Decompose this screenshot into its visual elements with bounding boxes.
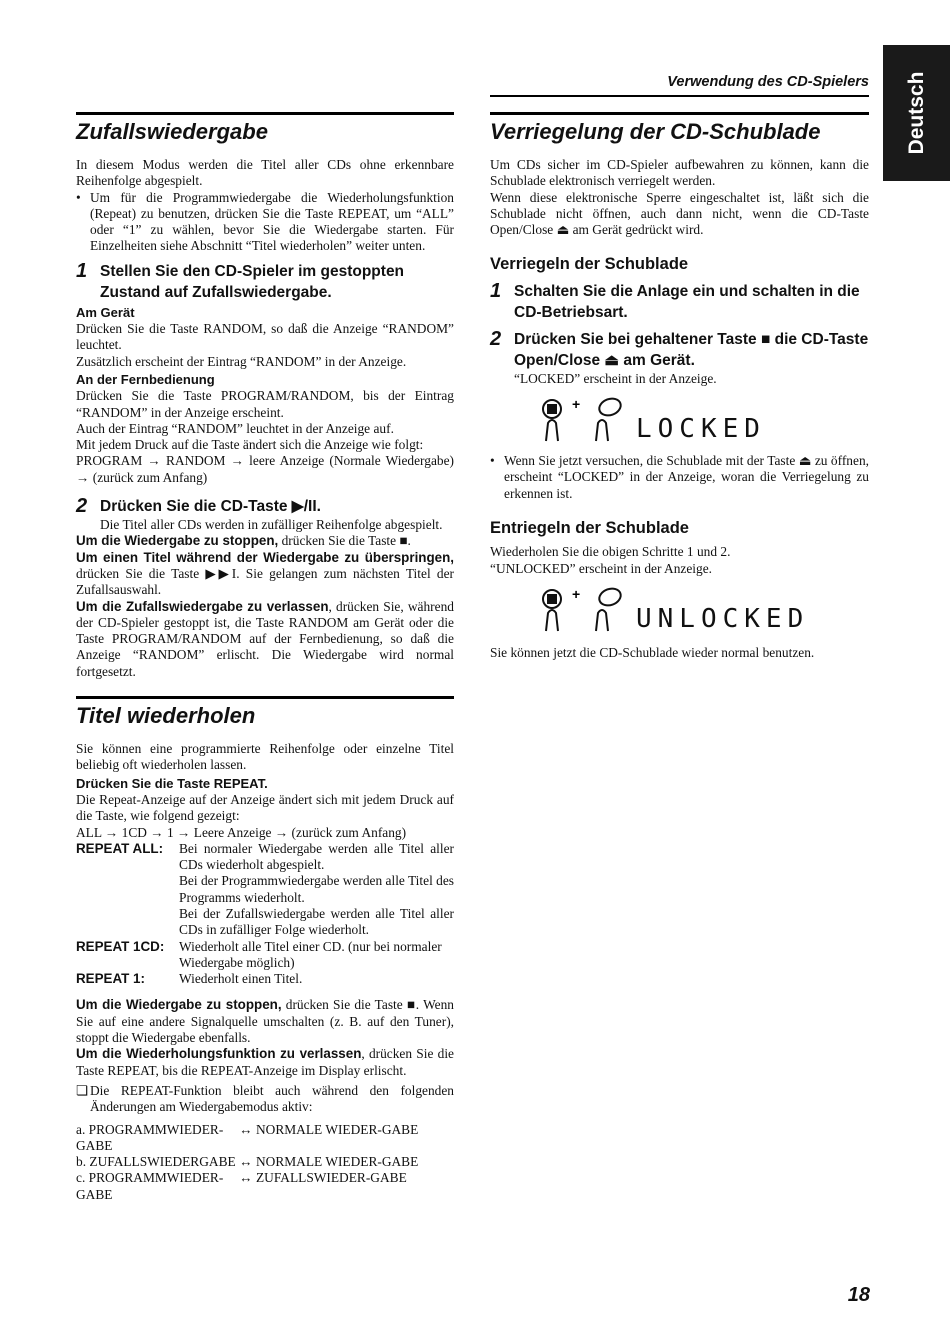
running-header: Verwendung des CD-Spielers: [490, 74, 869, 97]
random-bullet-text: Um für die Programmwiedergabe die Wiederholungsfunktion (Repeat) zu benutzen, drücken Sie die Taste REPEAT, um “ALL” oder “1” zu wählen, bevor Sie die Wiedergabe starten. Für Einzelheiten siehe Abschnitt “Titel wiederholen” weiter unten.: [90, 189, 454, 254]
random-step-2: [76, 496, 454, 517]
mode-to: ZUFALLSWIEDER-GABE: [256, 1170, 407, 1186]
repeat-stop-para: [76, 997, 454, 1046]
eject-button-press-icon: [596, 396, 623, 441]
leave-rest: , drücken Sie, während der CD-Spieler gestoppt ist, die Taste RANDOM am Gerät oder die Taste PROGRAM/RANDOM auf der Fernbedienung, so daß die Anzeige “RANDOM” erlischt. Die Wiedergabe wird normal fortgesetzt.: [76, 598, 454, 679]
language-tab-label: Deutsch: [904, 71, 928, 155]
fern-text-2: Auch der Eintrag “RANDOM” leuchtet in der Anzeige auf.: [76, 420, 394, 436]
stop-bold: Um die Wiedergabe zu stoppen,: [76, 533, 279, 549]
note-text: Die REPEAT-Funktion bleibt auch während den folgenden Änderungen am Wiedergabemodus aktiv:: [90, 1082, 454, 1115]
repeat-mode-def: Bei normaler Wiedergabe werden alle Titel aller CDs wiederholt abgespielt. Bei der Programmwiedergabe werden alle Titel des Programms wiederholt. Bei der Zufallswiedergabe werden alle Titel aller CDs in zufälliger Folge wiederholt.: [179, 840, 454, 938]
step-text: Drücken Sie die CD-Taste ▶/II.: [100, 498, 321, 516]
am-geraet-heading: Am Gerät: [76, 304, 135, 320]
double-arrow-icon: ↔: [239, 1154, 253, 1170]
lock-subheading: Verriegeln der Schublade: [490, 255, 689, 274]
section-title-random: Zufallswiedergabe: [76, 112, 454, 147]
step2-desc: Die Titel aller CDs werden in zufälliger Reihenfolge abgespielt.: [100, 517, 443, 533]
am-geraet-text-2: Zusätzlich erscheint der Eintrag “RANDOM” in der Anzeige.: [76, 353, 407, 369]
mode-from: c. PROGRAMMWIEDER-GABE: [76, 1170, 224, 1202]
step-number: 1: [76, 259, 88, 282]
lock-intro-1: Um CDs sicher im CD-Spieler aufbewahren zu können, kann die Schublade elektronisch verriegelt werden.: [490, 157, 869, 189]
step-number: 2: [76, 495, 88, 518]
mode-to: NORMALE WIEDER-GABE: [256, 1121, 419, 1137]
repeat-leave-para: [76, 1046, 454, 1079]
leave-para: [76, 599, 454, 680]
fernbedienung-heading: An der Fernbedienung: [76, 371, 215, 387]
lock-step2-desc: “LOCKED” erscheint in der Anzeige.: [514, 370, 717, 386]
repeat-note: [76, 1083, 454, 1116]
left-column: [76, 112, 454, 1203]
step-text: Stellen Sie den CD-Spieler im gestoppten Zustand auf Zufallswiedergabe.: [100, 262, 405, 301]
repeat-mode-term: REPEAT 1:: [76, 971, 145, 987]
random-step-1: [76, 261, 454, 303]
stop-button-press-icon: [543, 400, 561, 441]
repeat-stop-bold: Um die Wiedergabe zu stoppen,: [76, 997, 282, 1013]
stop-para: [76, 533, 454, 549]
repeat-mode-def: Wiederholt einen Titel.: [179, 971, 303, 987]
lock-step-2: [490, 329, 869, 371]
random-bullet: • Um für die Programmwiedergabe die Wiederholungsfunktion (Repeat) zu benutzen, drücken Sie die Taste REPEAT, um “ALL” oder “1” zu wählen, bevor Sie die Wiedergabe starten. Für Einzelheiten siehe Abschnitt “Titel wiederholen” weiter unten.: [76, 189, 454, 254]
double-arrow-icon: ↔: [239, 1170, 253, 1186]
step-text: Drücken Sie bei gehaltener Taste ■ die CD-Taste Open/Close ⏏ am Gerät.: [514, 330, 869, 369]
lock-step-1: [490, 281, 869, 323]
repeat-mode-row: [76, 971, 454, 987]
language-tab: [883, 45, 950, 181]
lock-bullet-text: Wenn Sie jetzt versuchen, die Schublade mit der Taste ⏏ zu öffnen, erscheint “LOCKED” in der Anzeige, woran die Verriegelung zu erkennen ist.: [504, 453, 869, 501]
skip-para: [76, 550, 454, 599]
section-title-repeat: Titel wiederholen: [76, 696, 454, 731]
repeat-intro: Sie können eine programmierte Reihenfolge oder einzelne Titel beliebig oft wiederholen lassen.: [76, 741, 454, 773]
unlock-text-2: “UNLOCKED” erscheint in der Anzeige.: [490, 560, 712, 576]
repeat-cycle: ALL → 1CD → 1 → Leere Anzeige → (zurück zum Anfang): [76, 824, 407, 840]
unlock-subheading: Entriegeln der Schublade: [490, 518, 689, 537]
step-text: Schalten Sie die Anlage ein und schalten in die CD-Betriebsart.: [514, 282, 860, 321]
mode-change-row: [76, 1122, 454, 1155]
lcd-unlocked: UNLOCKED: [636, 603, 810, 634]
repeat-desc: Die Repeat-Anzeige auf der Anzeige ändert sich mit jedem Druck auf die Taste, wie folgend gezeigt:: [76, 791, 454, 824]
lock-intro-2: Wenn diese elektronische Sperre eingeschaltet ist, läßt sich die Schublade nicht öffnen, auch dann nicht, wenn die CD-Taste Open/Close ⏏ am Gerät gedrückt wird.: [490, 189, 869, 238]
repeat-leave-rest: , drücken Sie die Taste REPEAT, bis die REPEAT-Anzeige im Display erlischt.: [76, 1046, 454, 1078]
fern-text-3: Mit jedem Druck auf die Taste ändert sich die Anzeige wie folgt:: [76, 437, 424, 453]
repeat-modes: [76, 841, 454, 988]
stop-rest: drücken Sie die Taste ■.: [278, 533, 411, 549]
svg-text:+: +: [572, 585, 581, 602]
repeat-mode-row: [76, 841, 454, 939]
mode-from: a. PROGRAMMWIEDER-GABE: [76, 1121, 224, 1153]
skip-bold: Um einen Titel während der Wiedergabe zu überspringen,: [76, 549, 454, 565]
repeat-press: Drücken Sie die Taste REPEAT.: [76, 775, 268, 791]
repeat-mode-def: Wiederholt alle Titel einer CD. (nur bei normaler Wiedergabe möglich): [179, 938, 442, 970]
leave-bold: Um die Zufallswiedergabe zu verlassen: [76, 598, 329, 614]
mode-to: NORMALE WIEDER-GABE: [256, 1154, 419, 1170]
repeat-mode-row: [76, 939, 454, 972]
lcd-locked: LOCKED: [636, 414, 766, 445]
double-arrow-icon: ↔: [239, 1121, 253, 1137]
page-number: 18: [847, 1284, 870, 1306]
repeat-stop-rest: drücken Sie die Taste ■. Wenn Sie auf eine andere Signalquelle umschalten (z. B. auf den Tuner), stoppt die Wiedergabe ebenfalls.: [76, 997, 454, 1046]
am-geraet-text-1: Drücken Sie die Taste RANDOM, so daß die Anzeige “RANDOM” leuchtet.: [76, 321, 454, 353]
locked-display-illustration: [540, 393, 840, 449]
skip-rest: drücken Sie die Taste ▶▶I. Sie gelangen zum nächsten Titel der Zufallsauswahl.: [76, 565, 454, 598]
unlock-final: Sie können jetzt die CD-Schublade wieder normal benutzen.: [490, 644, 815, 660]
step-number: 2: [490, 327, 502, 350]
unlocked-display-illustration: [540, 583, 870, 639]
step-number: 1: [490, 279, 502, 302]
note-checkbox-icon: ❏: [76, 1082, 89, 1098]
repeat-mode-term: REPEAT 1CD:: [76, 938, 165, 954]
unlock-text-1: Wiederholen Sie die obigen Schritte 1 und 2.: [490, 544, 731, 560]
mode-changes: [76, 1122, 454, 1203]
mode-from: b. ZUFALLSWIEDERGABE: [76, 1154, 236, 1170]
fern-text-4: PROGRAM → RANDOM → leere Anzeige (Normale Wiedergabe) → (zurück zum Anfang): [76, 453, 454, 485]
mode-change-row: [76, 1154, 454, 1170]
right-column: [490, 112, 869, 661]
section-title-lock: Verriegelung der CD-Schublade: [490, 112, 869, 147]
random-intro: In diesem Modus werden die Titel aller CDs ohne erkennbare Reihenfolge abgespielt.: [76, 157, 454, 189]
eject-button-press-icon: [596, 586, 623, 631]
lock-bullet: • Wenn Sie jetzt versuchen, die Schublade mit der Taste ⏏ zu öffnen, erscheint “LOCKED” in der Anzeige, woran die Verriegelung zu erkennen ist.: [490, 453, 869, 501]
repeat-leave-bold: Um die Wiederholungsfunktion zu verlassen: [76, 1046, 362, 1062]
fern-text-1: Drücken Sie die Taste PROGRAM/RANDOM, bis der Eintrag “RANDOM” in der Anzeige erscheint.: [76, 388, 454, 420]
repeat-mode-term: REPEAT ALL:: [76, 840, 164, 856]
stop-button-press-icon: [543, 590, 561, 631]
svg-text:+: +: [572, 396, 581, 413]
mode-change-row: [76, 1170, 454, 1203]
